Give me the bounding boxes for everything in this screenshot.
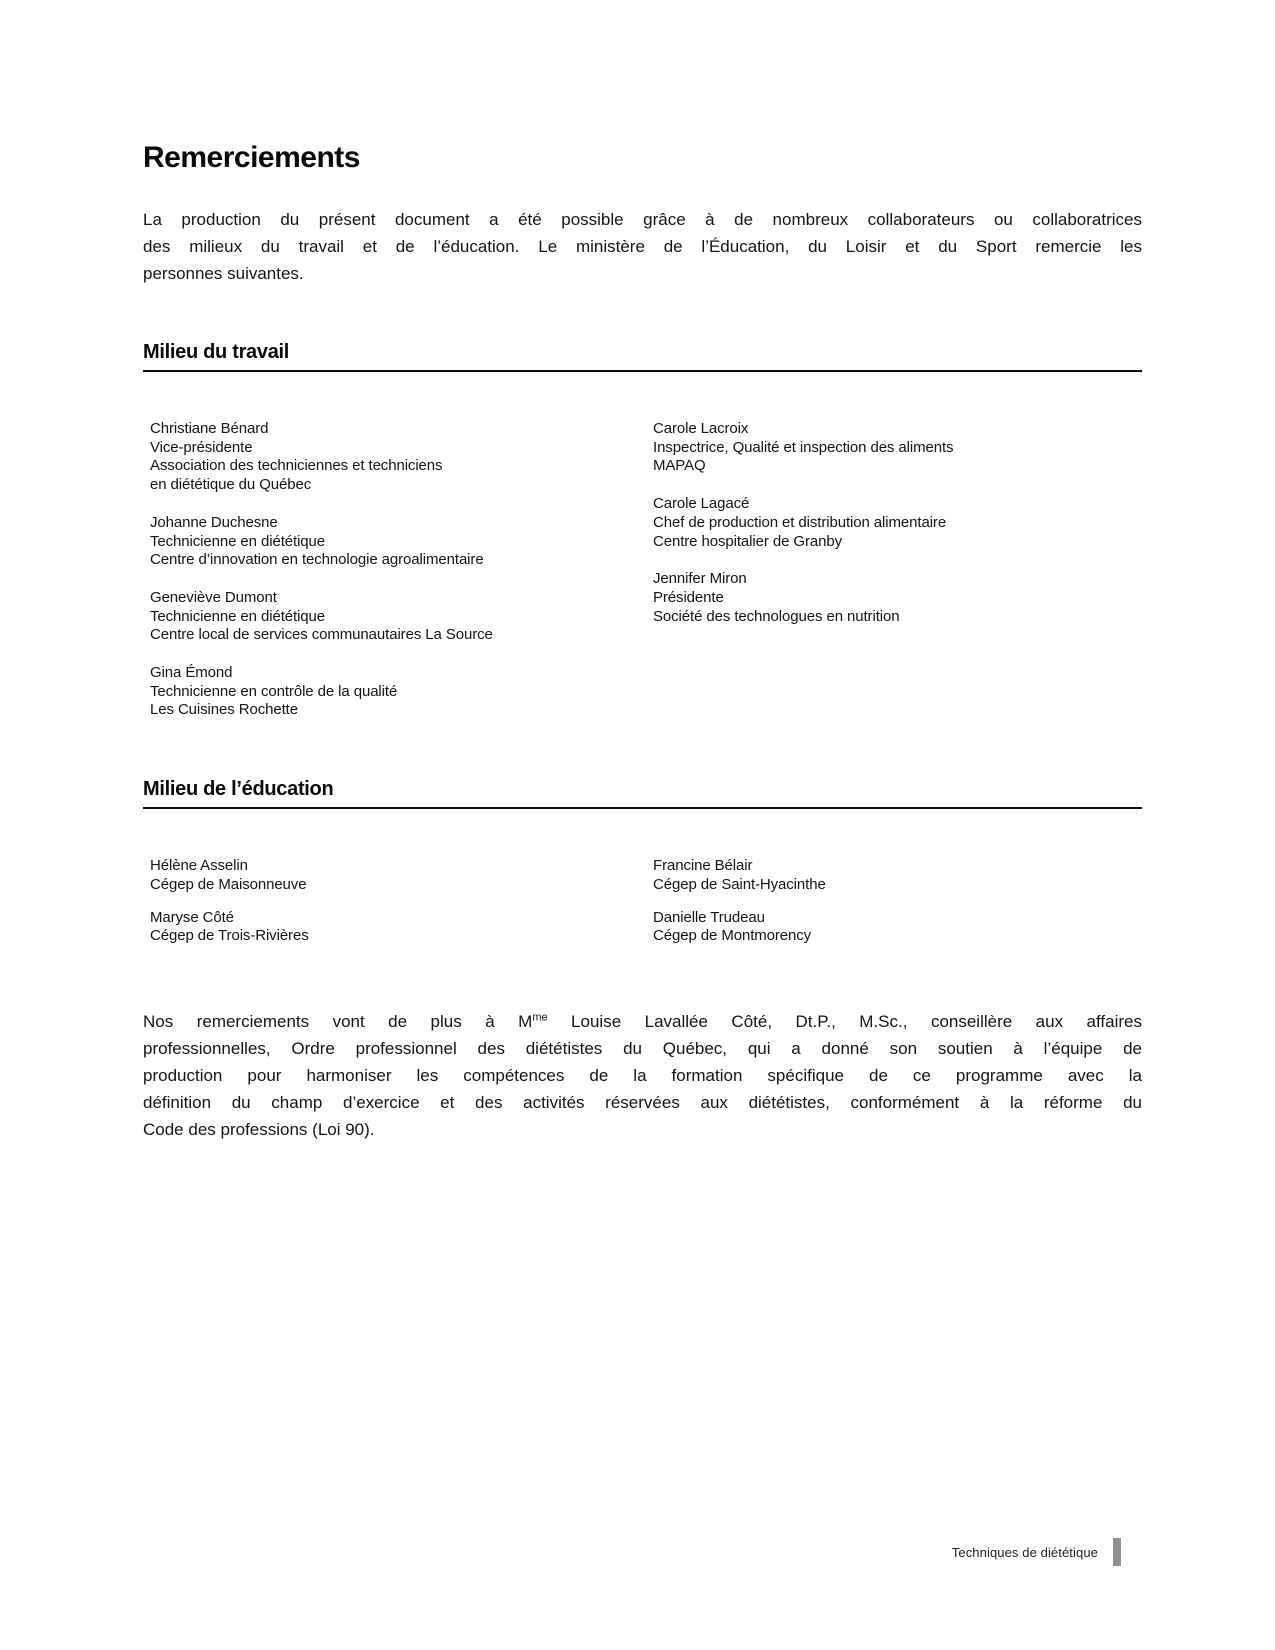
person-role: Chef de production et distribution alimentaire: [653, 513, 947, 531]
person-org: Association des techniciennes et techniciens: [150, 457, 443, 475]
person-org: Cégep de Maisonneuve: [150, 875, 307, 893]
closing-line: [143, 1008, 1142, 1035]
person-name: Francine Bélair: [653, 857, 753, 875]
person-org: Cégep de Trois-Rivières: [150, 927, 309, 945]
person-entry: [150, 909, 653, 946]
superscript-me: me: [532, 1011, 548, 1024]
person-name: Hélène Asselin: [150, 857, 248, 875]
closing-text: Nos remerciements vont de plus à M: [143, 1011, 533, 1031]
person-role: Inspectrice, Qualité et inspection des aliments: [653, 438, 954, 456]
person-entry: [150, 420, 653, 495]
person-org: Centre d’innovation en technologie agroalimentaire: [150, 551, 484, 569]
closing-text: Louise Lavallée Côté, Dt.P., M.Sc., conseillère aux affaires: [547, 1011, 1142, 1031]
footer-program-label: Techniques de diététique: [951, 1544, 1098, 1560]
education-list: [143, 857, 1142, 960]
person-name: Johanne Duchesne: [150, 513, 278, 531]
person-name: Jennifer Miron: [653, 570, 747, 588]
person-entry: [150, 664, 653, 720]
person-org: Centre hospitalier de Granby: [653, 532, 842, 550]
person-entry: [150, 589, 653, 645]
work-left-column: [143, 420, 653, 720]
person-name: Geneviève Dumont: [150, 588, 277, 606]
work-list: [143, 420, 1142, 720]
person-entry: [150, 857, 653, 894]
person-org: en diététique du Québec: [150, 476, 312, 494]
person-entry: [653, 495, 1142, 551]
closing-line: professionnelles, Ordre professionnel des diététistes du Québec, qui a donné son soutien à l’équipe de: [143, 1038, 1142, 1058]
person-name: Carole Lagacé: [653, 495, 750, 513]
page-footer: [952, 1538, 1121, 1566]
person-org: Société des technologues en nutrition: [653, 607, 900, 625]
closing-paragraph: [143, 1008, 1142, 1143]
education-right-column: [653, 857, 1142, 960]
footer-accent-bar: [1113, 1538, 1121, 1566]
intro-paragraph: [143, 206, 1142, 287]
person-role: Technicienne en diététique: [150, 607, 326, 625]
person-role: Présidente: [653, 588, 724, 606]
person-role: Vice-présidente: [150, 438, 253, 456]
closing-line: production pour harmoniser les compétences de la formation spécifique de ce programme avec la: [143, 1065, 1142, 1085]
person-org: MAPAQ: [653, 457, 706, 475]
person-name: Maryse Côté: [150, 908, 234, 926]
person-org: Les Cuisines Rochette: [150, 701, 298, 719]
education-left-column: [143, 857, 653, 960]
person-entry: [653, 857, 1142, 894]
person-name: Christiane Bénard: [150, 420, 269, 437]
section-heading-work: Milieu du travail: [143, 339, 1142, 372]
person-entry: [653, 420, 1142, 476]
work-right-column: [653, 420, 1142, 720]
person-org: Centre local de services communautaires La Source: [150, 626, 493, 644]
person-name: Gina Émond: [150, 664, 233, 682]
person-name: Danielle Trudeau: [653, 908, 765, 926]
person-entry: [150, 514, 653, 570]
page-title: Remerciements: [143, 141, 360, 174]
person-role: Technicienne en contrôle de la qualité: [150, 682, 398, 700]
closing-line: Code des professions (Loi 90).: [143, 1119, 375, 1139]
person-role: Technicienne en diététique: [150, 532, 326, 550]
person-org: Cégep de Montmorency: [653, 927, 812, 945]
person-entry: [653, 570, 1142, 626]
intro-line: des milieux du travail et de l’éducation. Le ministère de l’Éducation, du Loisir et du Sport remercie les: [143, 237, 1142, 256]
person-org: Cégep de Saint-Hyacinthe: [653, 875, 826, 893]
intro-line: personnes suivantes.: [143, 264, 304, 283]
person-name: Carole Lacroix: [653, 420, 749, 437]
person-entry: [653, 909, 1142, 946]
intro-line: La production du présent document a été possible grâce à de nombreux collaborateurs ou collaboratrices: [143, 210, 1142, 229]
closing-line: définition du champ d’exercice et des activités réservées aux diététistes, conformément à la réforme du: [143, 1092, 1142, 1112]
section-heading-education: Milieu de l’éducation: [143, 776, 1142, 809]
